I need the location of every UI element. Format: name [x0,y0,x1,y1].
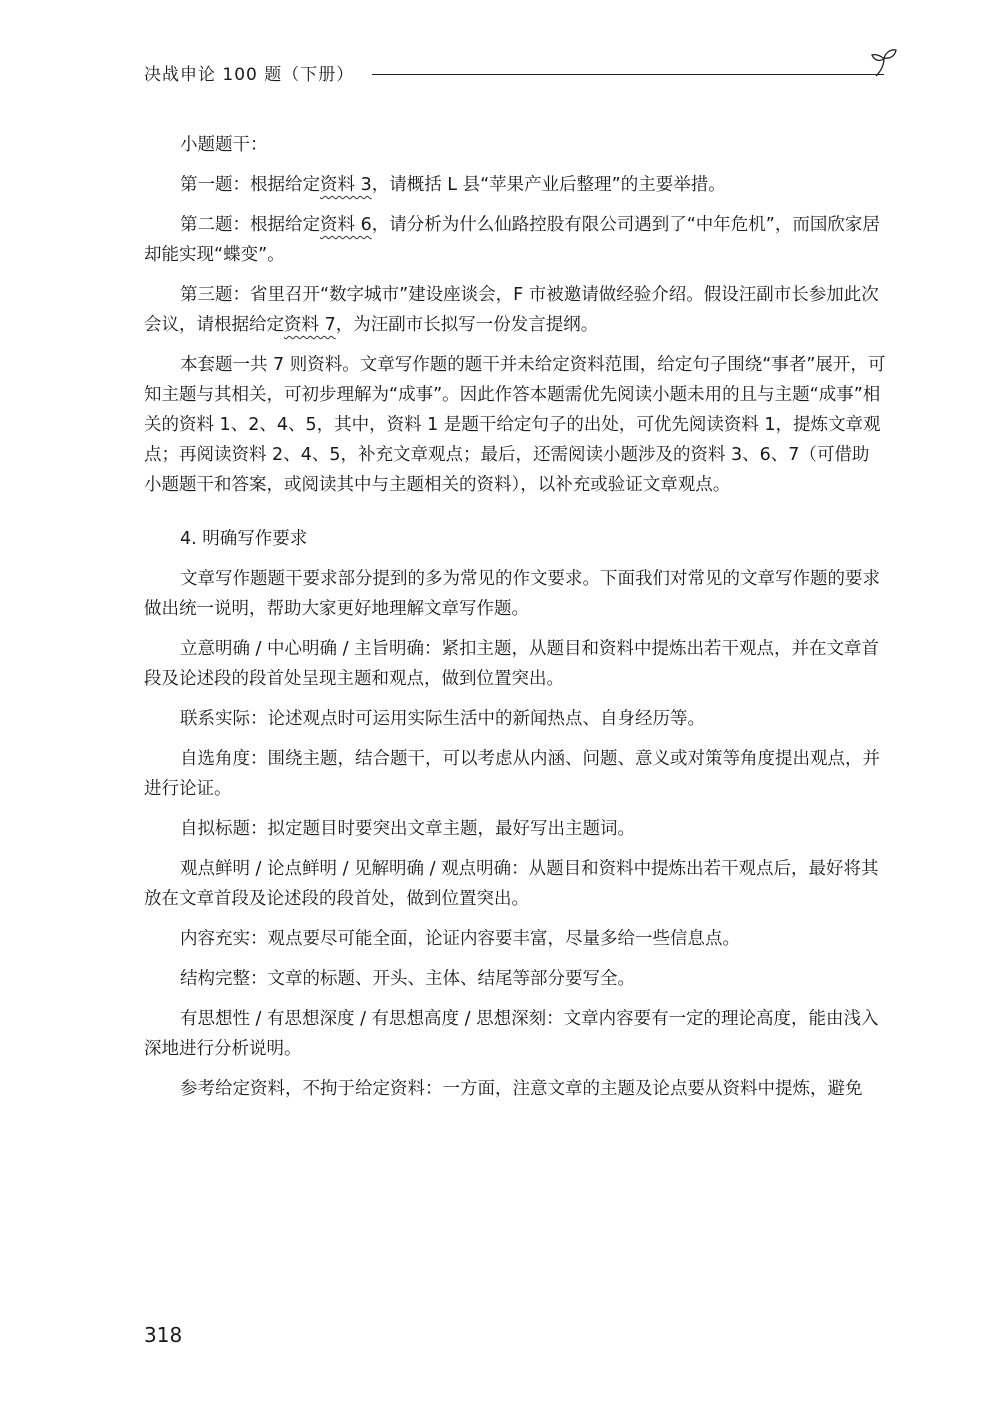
subquestion-2: 第二题：根据给定资料 6，请分析为什么仙路控股有限公司遇到了“中年危机”，而国欣家居却能实现“蝶变”。 [144,215,880,265]
requirement-item: 联系实际：论述观点时可运用实际生活中的新闻热点、自身经历等。 [180,709,705,729]
subquestion-1: 第一题：根据给定资料 3，请概括 L 县“苹果产业后整理”的主要举措。 [180,175,726,195]
requirement-item: 自拟标题：拟定题目时要突出文章主题，最好写出主题词。 [180,819,635,839]
requirement-item: 有思想性 / 有思想深度 / 有思想高度 / 思想深刻：文章内容要有一定的理论高度，能由浅入深地进行分析说明。 [144,1009,879,1059]
material-ref-6: 资料 6 [320,215,372,235]
material-ref-7: 资料 7 [284,315,336,335]
requirement-item: 结构完整：文章的标题、开头、主体、结尾等部分要写全。 [180,969,635,989]
requirement-item: 立意明确 / 中心明确 / 主旨明确：紧扣主题，从题目和资料中提炼出若干观点，并在文章首段及论述段的段首处呈现主题和观点，做到位置突出。 [144,639,880,689]
requirement-item: 自选角度：围绕主题，结合题干，可以考虑从内涵、问题、意义或对策等角度提出观点，并进行论证。 [144,749,880,799]
section-intro: 文章写作题题干要求部分提到的多为常见的作文要求。下面我们对常见的文章写作题的要求做出统一说明，帮助大家更好地理解文章写作题。 [144,569,880,619]
subquestions-label: 小题题干： [180,135,268,155]
analysis-paragraph: 本套题一共 7 则资料。文章写作题的题干并未给定资料范围，给定句子围绕“事者”展开，可知主题与其相关，可初步理解为“成事”。因此作答本题需优先阅读小题未用的且与主题“成事”相关的资料 1、2、4、5，其中，资料 1 是题干给定句子的出处，可优先阅读资料 1，提炼文章观点；再阅读资料 2、4、5，补充文章观点；最后，还需阅读小题涉及的资料 3、6、7（可借助小题题干和答案，或阅读其中与主题相关的资料），以补充或验证文章观点。 [144,355,886,495]
header-rule [372,74,884,75]
requirement-item: 内容充实：观点要尽可能全面，论证内容要丰富，尽量多给一些信息点。 [180,929,740,949]
book-title: 决战申论 100 题（下册） [144,65,355,85]
section-heading: 4. 明确写作要求 [180,529,308,549]
requirement-item: 观点鲜明 / 论点鲜明 / 见解明确 / 观点明确：从题目和资料中提炼出若干观点后，最好将其放在文章首段及论述段的段首处，做到位置突出。 [144,859,879,909]
requirement-item: 参考给定资料，不拘于给定资料：一方面，注意文章的主题及论点要从资料中提炼，避免 [180,1079,863,1099]
sprout-icon [866,42,906,82]
page-body [144,130,886,1114]
material-ref-3: 资料 3 [320,175,372,195]
page-number: 318 [144,1323,183,1347]
subquestion-3: 第三题：省里召开“数字城市”建设座谈会，F 市被邀请做经验介绍。假设汪副市长参加此次会议，请根据给定资料 7，为汪副市长拟写一份发言提纲。 [144,285,879,335]
running-header [144,58,904,92]
